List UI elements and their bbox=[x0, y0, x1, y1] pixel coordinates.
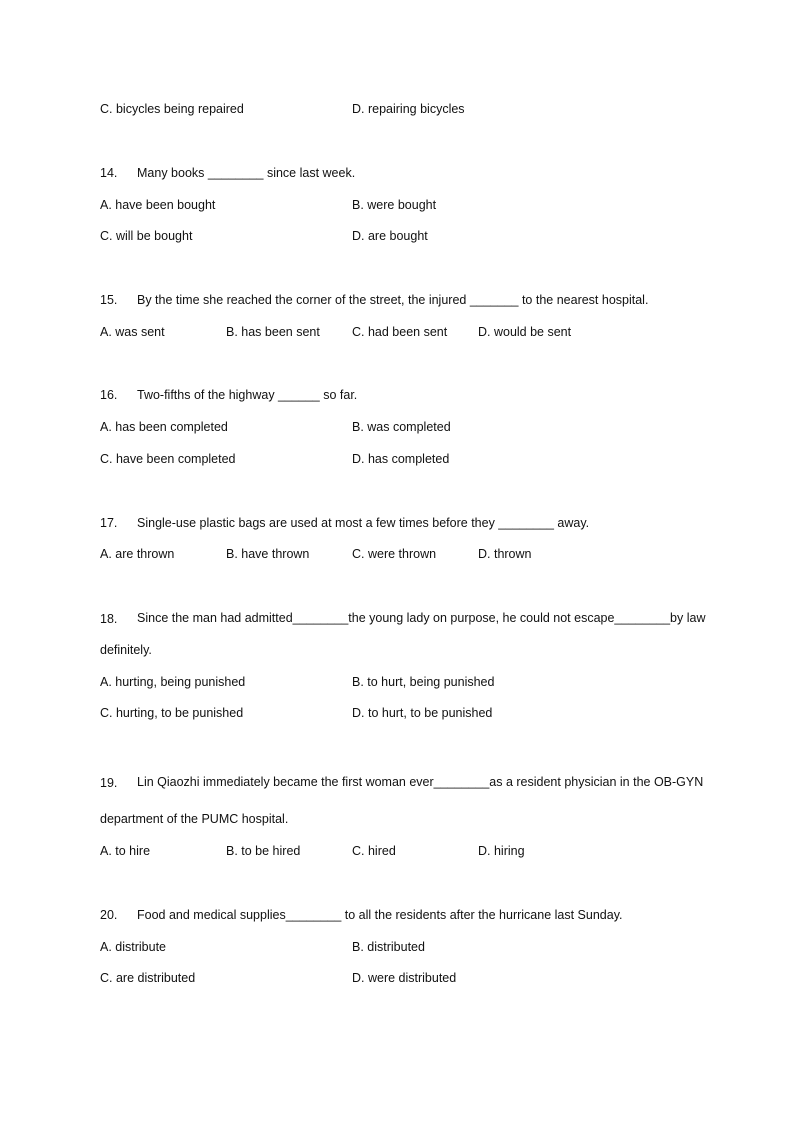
question-number: 17. bbox=[100, 516, 118, 530]
question-number: 15. bbox=[100, 293, 118, 307]
option-c: C. are distributed bbox=[100, 971, 196, 985]
option-d: D. has completed bbox=[352, 452, 450, 466]
question-text: By the time she reached the corner of the street, the injured _______ to the nearest hospital. bbox=[137, 293, 649, 307]
option-c: C. bicycles being repaired bbox=[100, 102, 244, 116]
option-b: B. have thrown bbox=[226, 547, 310, 561]
option-d: D. were distributed bbox=[352, 971, 457, 985]
option-c: C. had been sent bbox=[352, 325, 448, 339]
option-a: A. distribute bbox=[100, 940, 167, 954]
option-c: C. hired bbox=[352, 844, 396, 858]
option-b: B. was completed bbox=[352, 420, 451, 434]
option-c: C. have been completed bbox=[100, 452, 236, 466]
question-text: Lin Qiaozhi immediately became the first woman ever________as a resident physician in the OB-GYN bbox=[137, 775, 704, 789]
option-d: D. repairing bicycles bbox=[352, 102, 465, 116]
option-c: C. were thrown bbox=[352, 547, 437, 561]
option-d: D. thrown bbox=[478, 547, 532, 561]
option-d: D. hiring bbox=[478, 844, 525, 858]
question-number: 16. bbox=[100, 388, 118, 402]
question-text-continued: definitely. bbox=[100, 643, 152, 657]
question-number: 18. bbox=[100, 612, 118, 626]
option-c: C. hurting, to be punished bbox=[100, 706, 244, 720]
question-text: Since the man had admitted________the young lady on purpose, he could not escape________by law bbox=[137, 611, 706, 625]
option-b: B. has been sent bbox=[226, 325, 320, 339]
question-text: Single-use plastic bags are used at most a few times before they ________ away. bbox=[137, 516, 590, 530]
option-c: C. will be bought bbox=[100, 229, 193, 243]
option-b: B. distributed bbox=[352, 940, 425, 954]
option-b: B. were bought bbox=[352, 198, 437, 212]
question-text-continued: department of the PUMC hospital. bbox=[100, 812, 289, 826]
question-text: Many books ________ since last week. bbox=[137, 166, 356, 180]
question-text: Two-fifths of the highway ______ so far. bbox=[137, 388, 358, 402]
question-number: 20. bbox=[100, 908, 118, 922]
option-a: A. to hire bbox=[100, 844, 151, 858]
option-a: A. are thrown bbox=[100, 547, 175, 561]
option-d: D. to hurt, to be punished bbox=[352, 706, 493, 720]
option-a: A. have been bought bbox=[100, 198, 216, 212]
option-b: B. to hurt, being punished bbox=[352, 675, 495, 689]
option-b: B. to be hired bbox=[226, 844, 301, 858]
question-text: Food and medical supplies________ to all the residents after the hurricane last Sunday. bbox=[137, 908, 623, 922]
option-a: A. has been completed bbox=[100, 420, 228, 434]
question-number: 19. bbox=[100, 776, 118, 790]
option-d: D. would be sent bbox=[478, 325, 572, 339]
option-d: D. are bought bbox=[352, 229, 428, 243]
option-a: A. was sent bbox=[100, 325, 165, 339]
question-number: 14. bbox=[100, 166, 118, 180]
option-a: A. hurting, being punished bbox=[100, 675, 246, 689]
